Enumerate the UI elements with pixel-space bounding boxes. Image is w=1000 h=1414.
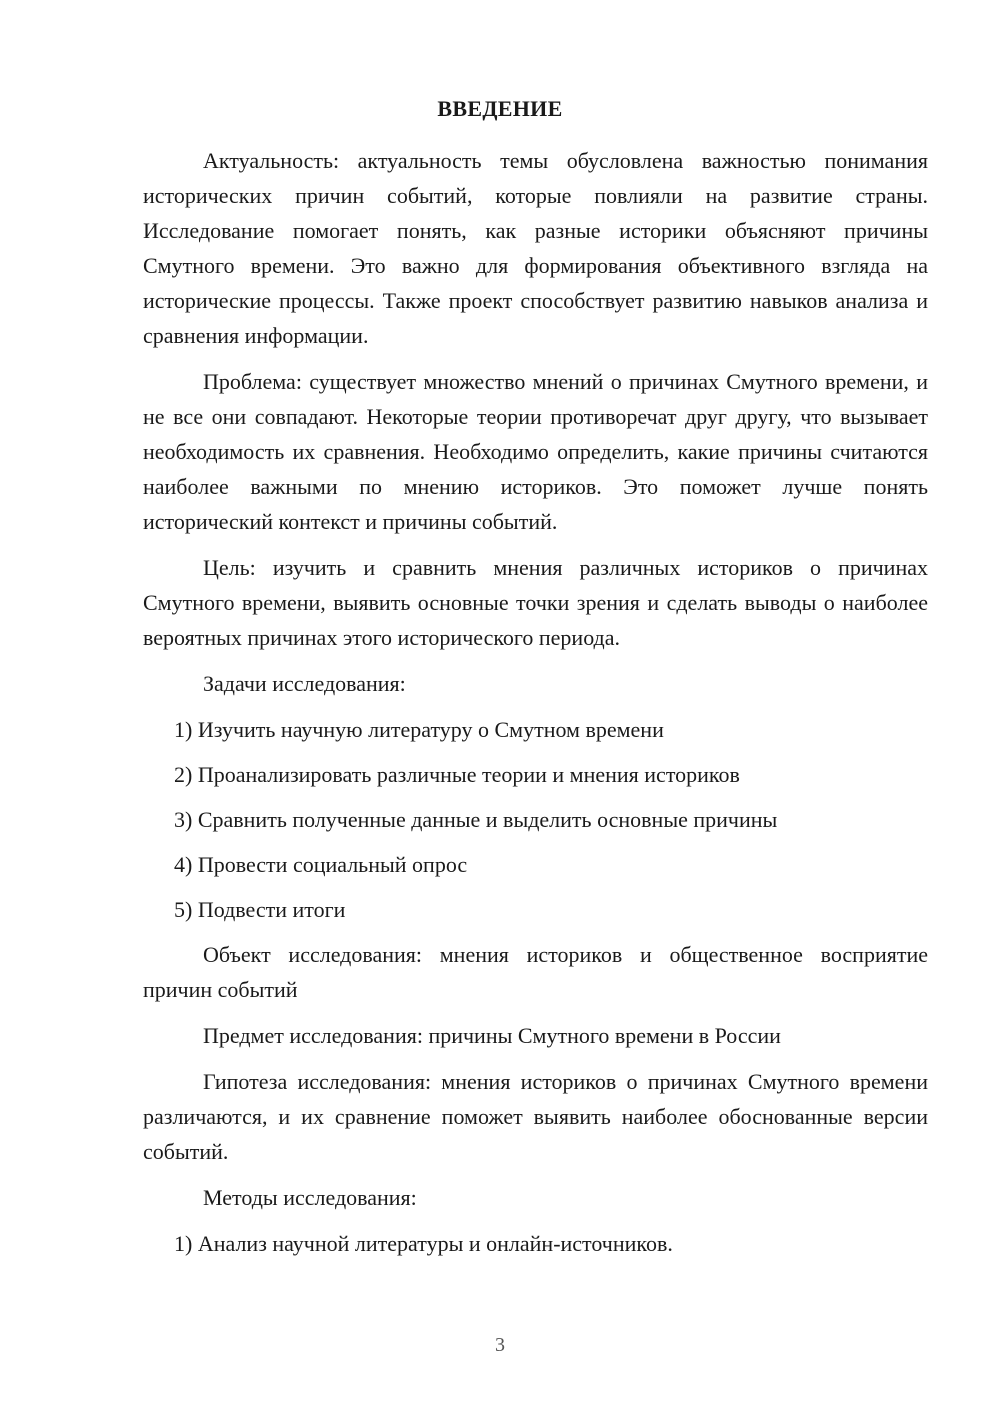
subject-paragraph: Предмет исследования: причины Смутного времени в России [203,1023,781,1048]
method-item: 1) Анализ научной литературы и онлайн-источников. [174,1231,673,1256]
goal-paragraph: Цель: изучить и сравнить мнения различных историков о причинах Смутного времени, выявить основные точки зрения и сделать выводы о наиболее вероятных причинах этого исторического периода. [143,555,928,650]
methods-heading: Методы исследования: [203,1185,417,1210]
page-title: ВВЕДЕНИЕ [437,96,563,121]
task-item: 1) Изучить научную литературу о Смутном времени [174,717,664,742]
page-number: 3 [495,1334,505,1356]
document-body [143,143,928,1271]
problem-paragraph: Проблема: существует множество мнений о причинах Смутного времени, и не все они совпадают. Некоторые теории противоречат друг другу, что вызывает необходимость их сравнения. Необходимо определить, какие причины считаются наиболее важными по мнению историков. Это поможет лучше понять исторический контекст и причины событий. [143,369,928,534]
task-item: 2) Проанализировать различные теории и мнения историков [174,762,740,787]
object-paragraph: Объект исследования: мнения историков и общественное восприятие причин событий [143,942,928,1002]
task-item: 5) Подвести итоги [174,897,346,922]
hypothesis-paragraph: Гипотеза исследования: мнения историков о причинах Смутного времени различаются, и их сравнение поможет выявить наиболее обоснованные версии событий. [143,1069,928,1164]
relevance-paragraph: Актуальность: актуальность темы обусловлена важностью понимания исторических причин событий, которые повлияли на развитие страны. Исследование помогает понять, как разные историки объясняют причины Смутного времени. Это важно для формирования объективного взгляда на исторические процессы. Также проект способствует развитию навыков анализа и сравнения информации. [143,148,928,348]
task-item: 4) Провести социальный опрос [174,852,468,877]
tasks-heading: Задачи исследования: [203,671,406,696]
task-item: 3) Сравнить полученные данные и выделить основные причины [174,807,778,832]
